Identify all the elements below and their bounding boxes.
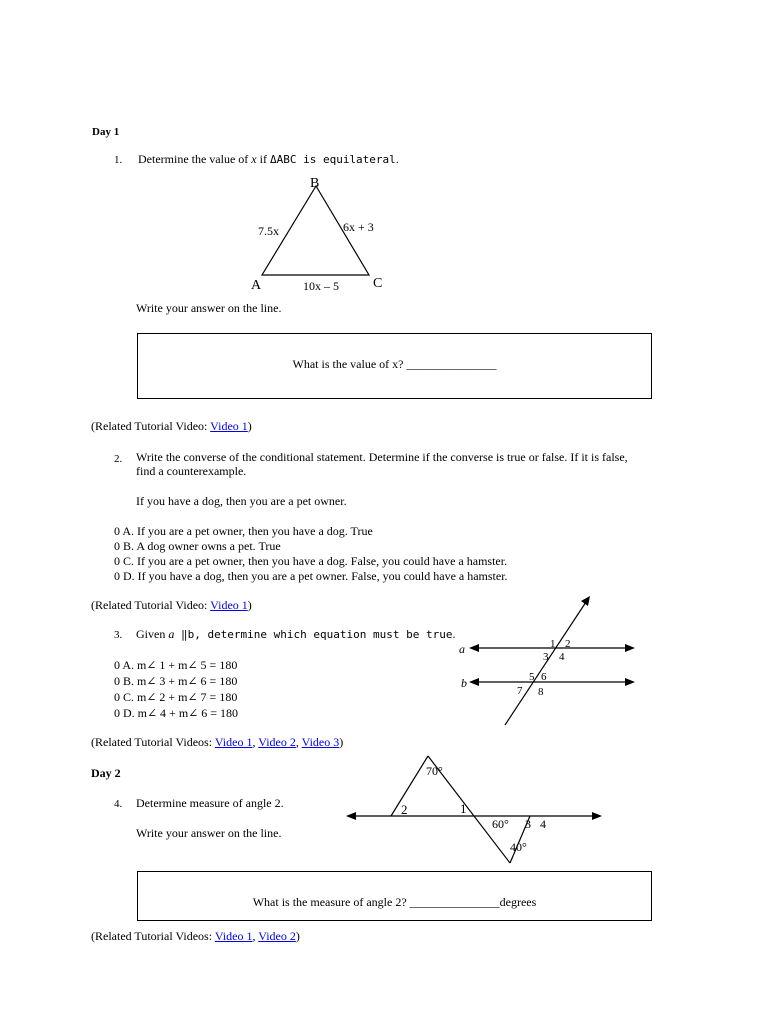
arrowhead-icon	[592, 812, 602, 820]
related-separator: ,	[252, 929, 259, 943]
q1-prompt-variable: x	[251, 152, 257, 166]
question-1-related-videos	[91, 419, 252, 434]
angle-1-label: 1	[550, 638, 556, 650]
related-prefix: (Related Tutorial Video:	[91, 419, 211, 433]
transversal-line	[505, 602, 586, 725]
q4-video-1-link[interactable]: Video 1	[214, 929, 253, 943]
q3-prompt-condition: ‖b, determine which equation must be true	[174, 628, 453, 641]
side-bc-label: 6x + 3	[343, 220, 374, 234]
angle-measure-diagram	[340, 750, 610, 868]
angle-7-label: 7	[517, 685, 523, 697]
question-2-number: 2.	[114, 453, 123, 465]
question-1-answer-line[interactable]: What is the value of x? _______________	[292, 357, 497, 371]
arrowhead-icon	[625, 644, 635, 652]
q2-option-b[interactable]: 0 B. A dog owner owns a pet. True	[114, 539, 281, 553]
arrowhead-icon	[346, 812, 356, 820]
question-4-answer-line[interactable]: What is the measure of angle 2? _______________degrees	[252, 895, 537, 909]
question-2-statement: If you have a dog, then you are a pet owner.	[136, 494, 347, 508]
related-suffix: )	[339, 735, 344, 749]
question-3-prompt	[136, 627, 455, 642]
arrowhead-icon	[469, 678, 479, 686]
q3-prompt-part: .	[452, 627, 456, 641]
angle-40-label: 40°	[510, 840, 527, 854]
q1-video-1-link[interactable]: Video 1	[210, 419, 248, 433]
vertex-a-label: A	[251, 278, 262, 293]
q3-video-3-link[interactable]: Video 3	[301, 735, 340, 749]
q1-prompt-part: .	[395, 152, 399, 166]
question-4-instruction: Write your answer on the line.	[136, 826, 282, 840]
vertex-b-label: B	[310, 176, 320, 191]
question-1-prompt	[138, 152, 399, 167]
question-1-answer-box	[137, 333, 652, 399]
angle-5-label: 5	[529, 671, 535, 683]
q1-prompt-part: Determine the value of	[138, 152, 252, 166]
angle-4-label: 4	[540, 817, 546, 831]
q2-option-d[interactable]: 0 D. If you have a dog, then you are a pet owner. False, you could have a hamster.	[114, 569, 508, 583]
question-3-number: 3.	[114, 629, 123, 641]
angle-3-label: 3	[543, 651, 549, 663]
line-b-label: b	[461, 676, 467, 690]
related-prefix: (Related Tutorial Video:	[91, 598, 211, 612]
angle-70-label: 70°	[426, 764, 443, 778]
parallel-lines-diagram	[455, 592, 640, 737]
q2-option-a[interactable]: 0 A. If you are a pet owner, then you have a dog. True	[114, 524, 373, 538]
side-ab-label: 7.5x	[258, 224, 279, 238]
related-prefix: (Related Tutorial Videos:	[91, 735, 215, 749]
vertex-c-label: C	[373, 276, 383, 291]
question-4-number: 4.	[114, 798, 123, 810]
q2-option-c[interactable]: 0 C. If you are a pet owner, then you have a dog. False, you could have a hamster.	[114, 554, 508, 568]
q3-prompt-part: Given	[136, 627, 169, 641]
q4-video-2-link[interactable]: Video 2	[258, 929, 296, 943]
angle-8-label: 8	[538, 686, 544, 698]
angle-3-label: 3	[525, 817, 531, 831]
question-2-prompt-line-1: Write the converse of the conditional statement. Determine if the converse is true or false. If it is false,	[136, 450, 628, 464]
upper-triangle-left-side	[391, 756, 428, 816]
related-suffix: )	[247, 419, 252, 433]
side-ac-label: 10x – 5	[303, 279, 339, 293]
question-1-number: 1.	[114, 154, 123, 166]
q3-option-a[interactable]: 0 A. m∠ 1 + m∠ 5 = 180	[114, 658, 238, 672]
arrowhead-icon	[581, 596, 590, 606]
angle-2-label: 2	[401, 802, 408, 817]
related-prefix: (Related Tutorial Videos:	[91, 929, 215, 943]
q1-prompt-condition: ΔABC is equilateral	[269, 153, 396, 166]
line-a-label: a	[459, 642, 465, 656]
q1-prompt-part: if	[256, 152, 270, 166]
question-4-prompt: Determine measure of angle 2.	[136, 796, 284, 810]
q2-video-1-link[interactable]: Video 1	[210, 598, 248, 612]
related-separator: ,	[295, 735, 302, 749]
triangle-abc-diagram	[240, 172, 410, 296]
question-4-answer-box	[137, 871, 652, 921]
arrowhead-icon	[469, 644, 479, 652]
q3-video-2-link[interactable]: Video 2	[258, 735, 296, 749]
q3-prompt-variable: a	[168, 627, 175, 641]
arrowhead-icon	[625, 678, 635, 686]
angle-6-label: 6	[541, 671, 547, 683]
related-suffix: )	[295, 929, 300, 943]
angle-1-label: 1	[460, 801, 467, 816]
question-2-related-videos	[91, 598, 252, 613]
day-2-heading: Day 2	[91, 766, 121, 780]
q3-option-d[interactable]: 0 D. m∠ 4 + m∠ 6 = 180	[114, 706, 238, 720]
q3-option-b[interactable]: 0 B. m∠ 3 + m∠ 6 = 180	[114, 674, 238, 688]
related-suffix: )	[247, 598, 252, 612]
question-4-related-videos	[91, 929, 300, 944]
q3-video-1-link[interactable]: Video 1	[214, 735, 253, 749]
question-1-instruction: Write your answer on the line.	[136, 301, 282, 315]
angle-4-label: 4	[559, 651, 565, 663]
day-1-heading: Day 1	[92, 126, 120, 138]
q3-option-c[interactable]: 0 C. m∠ 2 + m∠ 7 = 180	[114, 690, 238, 704]
question-3-related-videos	[91, 735, 343, 750]
angle-60-label: 60°	[492, 817, 509, 831]
question-2-prompt-line-2: find a counterexample.	[136, 464, 247, 478]
related-separator: ,	[252, 735, 259, 749]
angle-2-label: 2	[565, 638, 571, 650]
